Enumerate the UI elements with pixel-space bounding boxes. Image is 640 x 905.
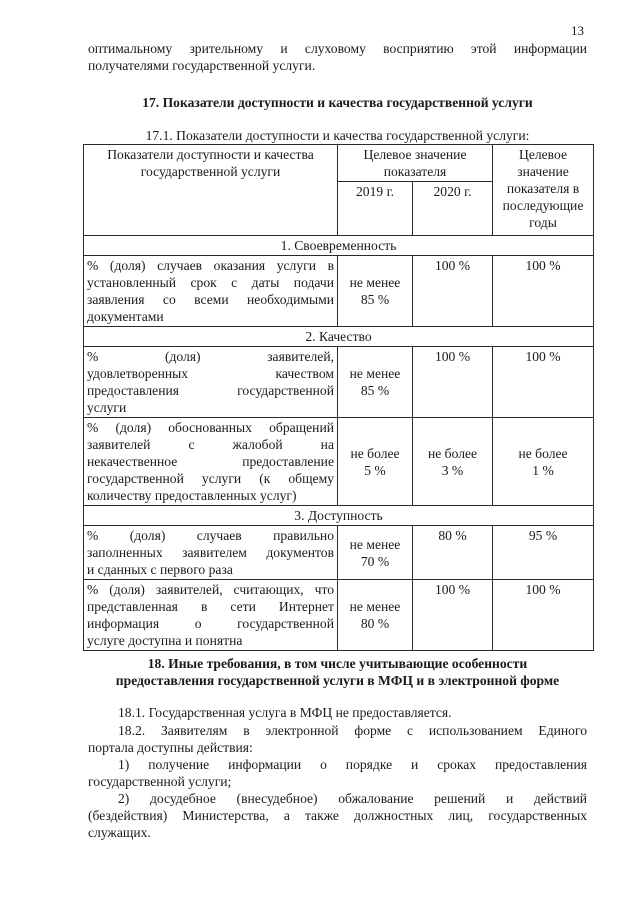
- intro-line: получателями государственной услуги.: [88, 58, 316, 73]
- header-future-years: Целевое значение показателя в последующие годы: [493, 145, 594, 236]
- indicator-line: информация о государственной: [87, 616, 334, 631]
- list-item-line: служащих.: [88, 825, 151, 840]
- indicator-line: удовлетворенных качеством: [87, 366, 334, 381]
- table-row: [84, 418, 594, 506]
- list-item-2: [88, 790, 587, 841]
- value-2020-cell: 100 %: [413, 580, 493, 651]
- value-future-cell: 100 %: [493, 347, 594, 418]
- value-future-cell: 100 %: [493, 580, 594, 651]
- indicator-line: % (доля) случаев оказания услуги в: [87, 258, 334, 273]
- indicator-line: услуге доступна и понятна: [87, 633, 243, 648]
- value-line: 70 %: [360, 553, 390, 569]
- value-2020-cell: 100 %: [413, 347, 493, 418]
- list-item-line: 2) досудебное (внесудебное) обжалование решений и действий: [118, 791, 587, 806]
- table-section-row: [84, 327, 594, 347]
- header-year-2020: 2020 г.: [413, 182, 493, 236]
- value-line: 80 %: [360, 616, 390, 631]
- indicator-line: заполненных заявителем документов: [87, 545, 334, 560]
- indicator-line: и сданных с первого раза: [87, 562, 233, 577]
- header-target-value: Целевое значение показателя: [338, 145, 493, 182]
- page-number: 13: [571, 23, 584, 38]
- intro-line: оптимальному зрительному и слуховому восприятию этой информации: [88, 41, 587, 56]
- indicator-line: заявителей с жалобой на: [87, 437, 334, 452]
- paragraph-line: портала доступны действия:: [88, 740, 253, 755]
- table-section-title: 2. Качество: [84, 327, 594, 347]
- indicator-line: установленный срок с даты подачи: [87, 275, 334, 290]
- table-caption: 17.1. Показатели доступности и качества государственной услуги:: [145, 128, 530, 143]
- indicator-line: документами: [87, 309, 164, 324]
- list-item-1: [88, 756, 587, 790]
- table-row: [84, 580, 594, 651]
- indicator-line: % (доля) заявителей,: [87, 349, 334, 364]
- table-row: [84, 347, 594, 418]
- value-line: 85 %: [360, 292, 390, 307]
- value-2019-cell: [338, 418, 413, 506]
- paragraph-line: 18.2. Заявителям в электронной форме с использованием Единого: [118, 723, 587, 738]
- indicator-line: государственной услуги (к общему: [87, 471, 334, 486]
- indicator-line: представленная в сети Интернет: [87, 599, 334, 614]
- paragraph-18-1: 18.1. Государственная услуга в МФЦ не предоставляется.: [118, 705, 452, 720]
- indicators-table: [83, 144, 594, 651]
- indicator-line: % (доля) случаев правильно: [87, 528, 334, 543]
- intro-paragraph: [88, 40, 587, 74]
- table-section-title: 1. Своевременность: [84, 236, 594, 256]
- value-2019-cell: [338, 347, 413, 418]
- value-future-cell: 95 %: [493, 526, 594, 580]
- list-item-line: (бездействия) Министерства, а также должностных лиц, государственных: [88, 808, 587, 823]
- indicator-line: некачественное предоставление: [87, 454, 334, 469]
- value-2019-cell: [338, 526, 413, 580]
- section-18-title-line: 18. Иные требования, в том числе учитывающие особенности: [147, 656, 528, 671]
- indicator-cell: [84, 347, 338, 418]
- value-2020-cell: 100 %: [413, 256, 493, 327]
- list-item-line: 1) получение информации о порядке и сроках предоставления: [118, 757, 587, 772]
- indicator-line: % (доля) заявителей, считающих, что: [87, 582, 334, 597]
- indicator-cell: [84, 580, 338, 651]
- indicator-cell: [84, 256, 338, 327]
- value-2019-cell: [338, 580, 413, 651]
- value-2020-cell: [413, 418, 493, 506]
- value-line: не менее: [349, 536, 401, 552]
- table-row: [84, 526, 594, 580]
- value-future-cell: 100 %: [493, 256, 594, 327]
- value-line: 5 %: [364, 462, 386, 478]
- list-item-line: государственной услуги;: [88, 774, 232, 789]
- table-section-row: [84, 506, 594, 526]
- indicator-line: предоставления государственной: [87, 383, 334, 398]
- value-line: не более: [427, 445, 478, 461]
- value-line: не менее: [349, 275, 401, 290]
- header-year-2019: 2019 г.: [338, 182, 413, 236]
- indicator-cell: [84, 418, 338, 506]
- value-line: 85 %: [360, 383, 390, 398]
- table-row: [84, 256, 594, 327]
- value-2020-cell: 80 %: [413, 526, 493, 580]
- value-line: 1 %: [532, 462, 554, 478]
- value-2019-cell: [338, 256, 413, 327]
- table-header-row: [84, 145, 594, 182]
- value-line: не менее: [349, 599, 401, 614]
- indicator-line: количеству предоставленных услуг): [87, 488, 297, 503]
- paragraph-18-2: [88, 722, 587, 756]
- table-section-title: 3. Доступность: [84, 506, 594, 526]
- table-section-row: [84, 236, 594, 256]
- value-line: не менее: [349, 366, 401, 381]
- header-indicator: Показатели доступности и качества государственной услуги: [84, 145, 338, 236]
- indicator-cell: [84, 526, 338, 580]
- value-line: не более: [350, 445, 400, 461]
- value-line: 3 %: [441, 462, 464, 478]
- section-18-title: [80, 655, 595, 689]
- section-18-title-line: предоставления государственной услуги в МФЦ и в электронной форме: [115, 673, 560, 688]
- indicator-line: заявления со всеми необходимыми: [87, 292, 334, 307]
- indicator-line: % (доля) обоснованных обращений: [87, 420, 334, 435]
- value-line: не более: [518, 445, 568, 461]
- section-17-title: 17. Показатели доступности и качества государственной услуги: [142, 95, 533, 110]
- indicator-line: услуги: [87, 400, 127, 415]
- value-future-cell: [493, 418, 594, 506]
